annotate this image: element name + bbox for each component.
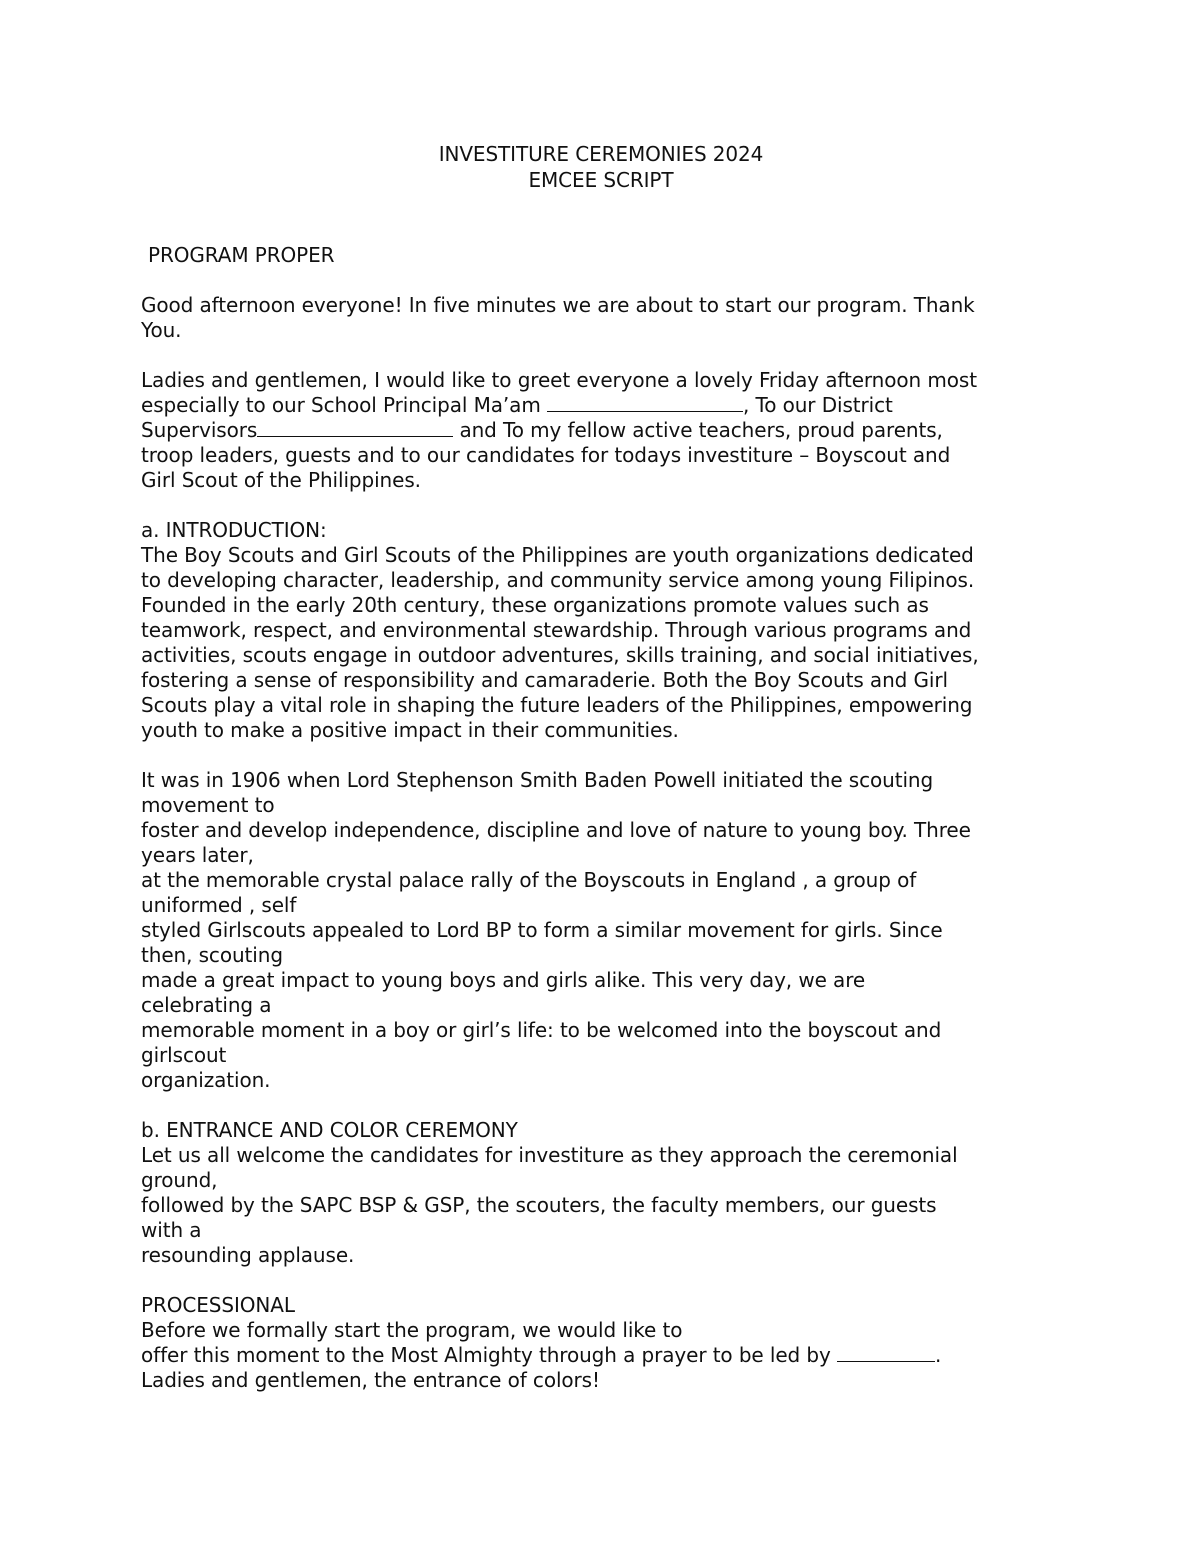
welcome-text: Supervisors [141, 418, 258, 442]
introduction-line: Founded in the early 20th century, these organizations promote values such as [141, 593, 929, 617]
introduction-line: to developing character, leadership, and community service among young Filipinos. [141, 568, 975, 592]
prayer-leader-blank [837, 1343, 935, 1362]
program-proper-label: PROGRAM PROPER [148, 243, 335, 267]
welcome-line [141, 418, 1061, 443]
introduction-line: youth to make a positive impact in their communities. [141, 718, 679, 742]
entrance-line: followed by the SAPC BSP & GSP, the scouters, the faculty members, our guests [141, 1193, 937, 1217]
processional-section [141, 1293, 1061, 1393]
history-line: memorable moment in a boy or girl’s life: to be welcomed into the boyscout and [141, 1018, 942, 1042]
welcome-text: and To my fellow active teachers, proud parents, [453, 418, 943, 442]
introduction-line: activities, scouts engage in outdoor adventures, skills training, and social initiatives, [141, 643, 979, 667]
introduction-section [141, 518, 1061, 743]
welcome-line: troop leaders, guests and to our candidates for todays investiture – Boyscout and [141, 443, 951, 467]
entrance-line: ground, [141, 1168, 218, 1192]
welcome-line [141, 393, 1061, 418]
history-line: It was in 1906 when Lord Stephenson Smith Baden Powell initiated the scouting [141, 768, 934, 792]
processional-text: . [935, 1343, 942, 1367]
history-line: organization. [141, 1068, 271, 1092]
processional-line [141, 1343, 1061, 1368]
processional-line: Before we formally start the program, we would like to [141, 1318, 683, 1342]
document-title [141, 141, 1061, 193]
greeting-line: You. [141, 318, 182, 342]
welcome-text: , To our District [742, 393, 893, 417]
greeting-paragraph [141, 293, 1061, 343]
entrance-line: Let us all welcome the candidates for investiture as they approach the ceremonial [141, 1143, 958, 1167]
title-line-1: INVESTITURE CEREMONIES 2024 [438, 142, 764, 166]
entrance-line: with a [141, 1218, 202, 1242]
welcome-text: especially to our School Principal Ma’am [141, 393, 547, 417]
history-line: made a great impact to young boys and girls alike. This very day, we are [141, 968, 866, 992]
history-line: then, scouting [141, 943, 283, 967]
processional-line: Ladies and gentlemen, the entrance of colors! [141, 1368, 600, 1392]
history-line: foster and develop independence, discipline and love of nature to young boy. Three [141, 818, 971, 842]
welcome-line: Girl Scout of the Philippines. [141, 468, 421, 492]
introduction-heading: a. INTRODUCTION: [141, 518, 327, 542]
processional-heading: PROCESSIONAL [141, 1293, 295, 1317]
introduction-line: fostering a sense of responsibility and camaraderie. Both the Boy Scouts and Girl [141, 668, 948, 692]
history-line: years later, [141, 843, 254, 867]
history-line: celebrating a [141, 993, 272, 1017]
history-paragraph [141, 768, 1061, 1093]
entrance-section [141, 1118, 1061, 1268]
history-line: styled Girlscouts appealed to Lord BP to form a similar movement for girls. Since [141, 918, 943, 942]
history-line: girlscout [141, 1043, 227, 1067]
document-body [141, 141, 1061, 1418]
supervisors-name-blank [257, 418, 453, 437]
processional-text: offer this moment to the Most Almighty through a prayer to be led by [141, 1343, 837, 1367]
entrance-line: resounding applause. [141, 1243, 355, 1267]
introduction-line: Scouts play a vital role in shaping the future leaders of the Philippines, empowering [141, 693, 973, 717]
history-line: uniformed , self [141, 893, 297, 917]
principal-name-blank [547, 393, 743, 412]
introduction-line: teamwork, respect, and environmental stewardship. Through various programs and [141, 618, 972, 642]
history-line: at the memorable crystal palace rally of the Boyscouts in England , a group of [141, 868, 917, 892]
title-line-2: EMCEE SCRIPT [528, 168, 674, 192]
greeting-line: Good afternoon everyone! In five minutes we are about to start our program. Thank [141, 293, 975, 317]
welcome-line: Ladies and gentlemen, I would like to greet everyone a lovely Friday afternoon most [141, 368, 977, 392]
welcome-paragraph [141, 368, 1061, 493]
history-line: movement to [141, 793, 275, 817]
introduction-line: The Boy Scouts and Girl Scouts of the Philippines are youth organizations dedicated [141, 543, 974, 567]
entrance-heading: b. ENTRANCE AND COLOR CEREMONY [141, 1118, 518, 1142]
